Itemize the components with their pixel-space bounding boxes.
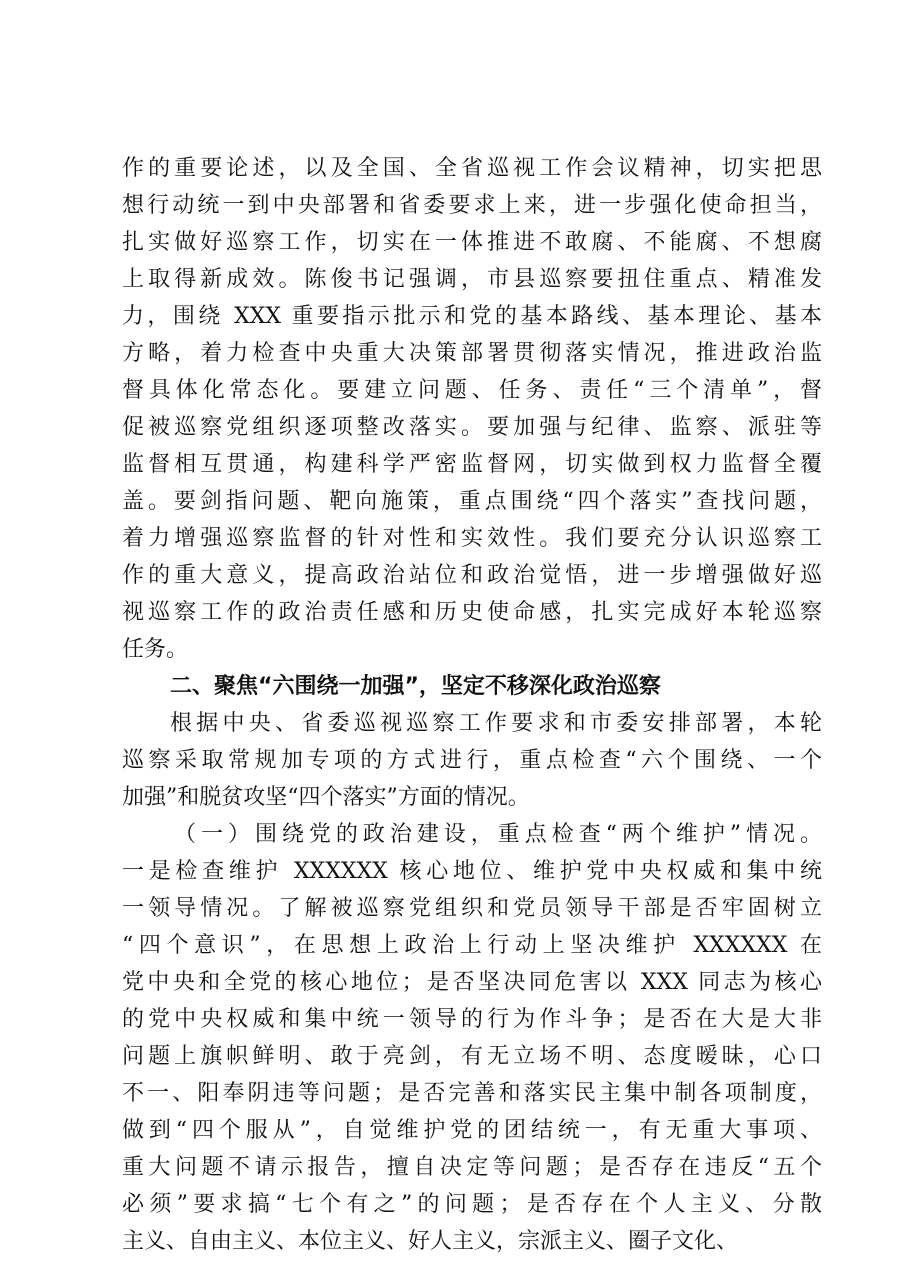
text-line: 加强”和脱贫攻坚“四个落实”方面的情况。 <box>122 785 530 810</box>
text-line: 党中央和全党的核心地位；是否坚决同危害以 XXX 同志为核心 <box>122 970 822 995</box>
text-line: 重大问题不请示报告，擅自决定等问题；是否存在违反“五个 <box>122 1155 822 1180</box>
text-line: 作的重大意义，提高政治站位和政治觉悟，进一步增强做好巡 <box>122 563 822 588</box>
section-heading: 二、聚焦“六围绕一加强”，坚定不移深化政治巡察 <box>170 674 661 699</box>
text-line: “四个意识”，在思想上政治上行动上坚决维护 XXXXXX 在 <box>122 933 822 958</box>
text-line: 主义、自由主义、本位主义、好人主义，宗派主义、圈子文化、 <box>122 1229 739 1254</box>
text-line: 一领导情况。了解被巡察党组织和党员领导干部是否牢固树立 <box>122 896 822 921</box>
text-line: 不一、阳奉阴违等问题；是否完善和落实民主集中制各项制度， <box>122 1081 822 1106</box>
text-line: 督具体化常态化。要建立问题、任务、责任“三个清单”，督 <box>122 378 822 403</box>
text-line: 任务。 <box>122 637 189 662</box>
text-line: 必须”要求搞“七个有之”的问题；是否存在个人主义、分散 <box>122 1192 822 1217</box>
text-line: 想行动统一到中央部署和省委要求上来，进一步强化使命担当， <box>122 193 822 218</box>
text-line: 上取得新成效。陈俊书记强调，市县巡察要扭住重点、精准发 <box>122 267 822 292</box>
text-line: 监督相互贯通，构建科学严密监督网，切实做到权力监督全覆 <box>122 452 822 477</box>
text-line: 力，围绕 XXX 重要指示批示和党的基本路线、基本理论、基本 <box>122 304 822 329</box>
text-line: 促被巡察党组织逐项整改落实。要加强与纪律、监察、派驻等 <box>122 415 822 440</box>
text-line: 问题上旗帜鲜明、敢于亮剑，有无立场不明、态度暧昧，心口 <box>122 1044 822 1069</box>
text-line: 盖。要剑指问题、靶向施策，重点围绕“四个落实”查找问题， <box>122 489 822 514</box>
text-line: 的党中央权威和集中统一领导的行为作斗争；是否在大是大非 <box>122 1007 822 1032</box>
text-line: （一）围绕党的政治建设，重点检查“两个维护”情况。 <box>174 822 822 847</box>
text-line: 着力增强巡察监督的针对性和实效性。我们要充分认识巡察工 <box>122 526 822 551</box>
text-line: 根据中央、省委巡视巡察工作要求和市委安排部署，本轮 <box>170 711 822 736</box>
text-line: 一是检查维护 XXXXXX 核心地位、维护党中央权威和集中统 <box>122 859 822 884</box>
text-line: 方略，着力检查中央重大决策部署贯彻落实情况，推进政治监 <box>122 341 822 366</box>
text-line: 做到“四个服从”，自觉维护党的团结统一，有无重大事项、 <box>122 1118 822 1143</box>
text-line: 视巡察工作的政治责任感和历史使命感，扎实完成好本轮巡察 <box>122 600 822 625</box>
text-line: 扎实做好巡察工作，切实在一体推进不敢腐、不能腐、不想腐 <box>122 230 822 255</box>
text-line: 作的重要论述，以及全国、全省巡视工作会议精神，切实把思 <box>122 156 822 181</box>
text-line: 巡察采取常规加专项的方式进行，重点检查“六个围绕、一个 <box>122 748 822 773</box>
